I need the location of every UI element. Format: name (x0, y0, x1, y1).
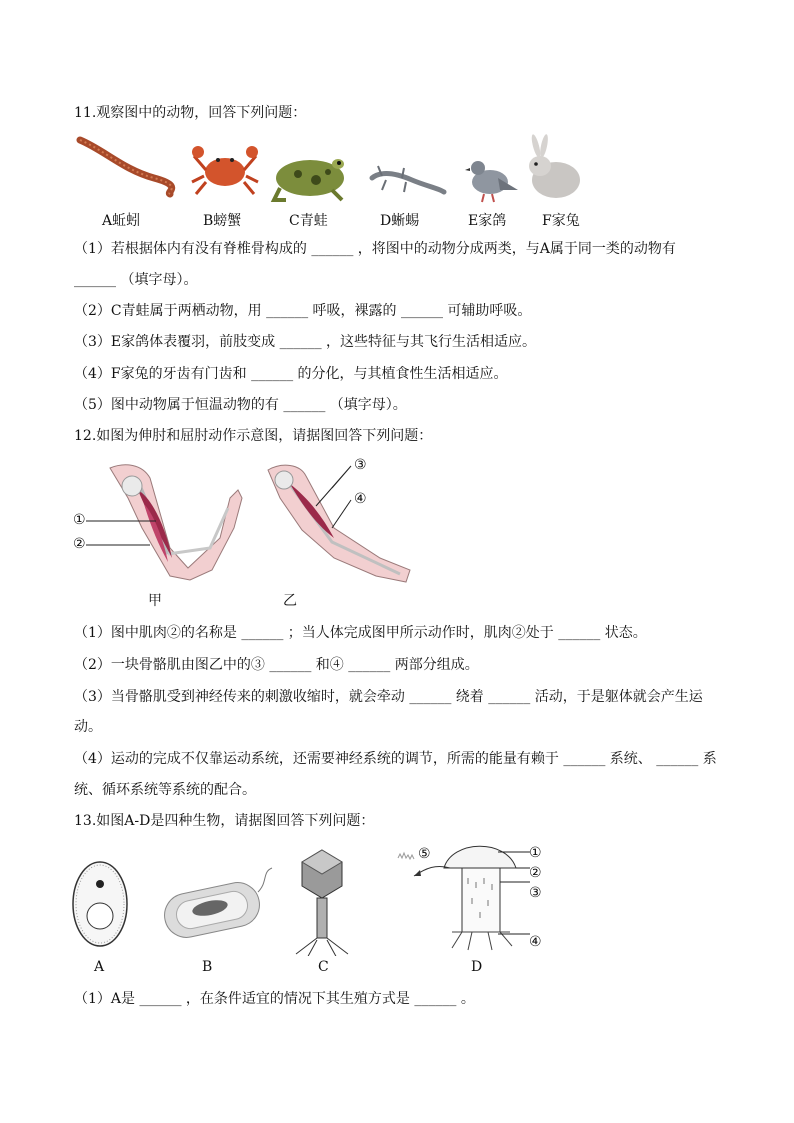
mushroom-label-3: ③ (529, 885, 542, 901)
virus-figure (296, 850, 348, 956)
mushroom-label-1: ① (529, 845, 542, 861)
mushroom-label-5: ⑤ (418, 846, 431, 862)
mushroom-label-2: ② (529, 865, 542, 881)
yeast-cell-figure (73, 862, 127, 946)
q13-item-1: （1）A是 ______ ，在条件适宜的情况下其生殖方式是 ______ 。 (74, 991, 475, 1007)
q11-item-4: （4）F家兔的牙齿有门齿和 ______ 的分化，与其植食性生活相适应。 (74, 366, 508, 382)
animal-caption-c: C青蛙 (289, 213, 328, 229)
extended-arm-figure (268, 465, 410, 582)
caption-yi: 乙 (283, 593, 297, 609)
caption-d: D (471, 959, 483, 975)
label-3: ③ (354, 457, 367, 473)
caption-c: C (318, 959, 329, 975)
animal-caption-d: D蜥蜴 (380, 213, 420, 229)
q13-stem: 13.如图A-D是四种生物，请据图回答下列问题： (74, 813, 375, 829)
q11-item-1-cont: ______ （填字母）。 (74, 272, 198, 288)
rabbit-image (529, 134, 580, 198)
spores-figure (398, 853, 414, 859)
q12-item-3: （3）当骨骼肌受到神经传来的刺激收缩时，就会牵动 ______ 绕着 ______ 活动，于是躯体就会产生运 (74, 689, 703, 705)
q11-item-2: （2）C青蛙属于两栖动物，用 ______ 呼吸，裸露的 ______ 可辅助呼吸。 (74, 303, 532, 319)
frog-image (274, 159, 344, 200)
q12-item-4-cont: 统、循环系统等系统的配合。 (74, 782, 256, 798)
label-4: ④ (354, 491, 367, 507)
pigeon-image (465, 161, 518, 202)
label-2: ② (73, 536, 86, 552)
earthworm-image (80, 140, 172, 194)
organisms-diagram (66, 838, 546, 956)
animal-caption-e: E家鸽 (468, 213, 507, 229)
q12-item-4: （4）运动的完成不仅靠运动系统，还需要神经系统的调节，所需的能量有赖于 ______ 系统、 ______ 系 (74, 751, 717, 767)
lizard-image (372, 166, 444, 192)
q11-item-3: （3）E家鸽体表覆羽，前肢变成 ______ ，这些特征与其飞行生活相适应。 (74, 334, 537, 350)
label-1: ① (73, 512, 86, 528)
q11-stem: 11.观察图中的动物，回答下列问题： (74, 105, 307, 121)
q12-item-3-cont: 动。 (74, 719, 102, 735)
q11-item-5: （5）图中动物属于恒温动物的有 ______ （填字母）。 (74, 397, 407, 413)
crab-image (192, 146, 258, 194)
caption-b: B (202, 959, 213, 975)
q11-animal-images (74, 130, 594, 208)
bacterium-figure (160, 868, 272, 941)
mushroom-label-4: ④ (529, 934, 542, 950)
animal-caption-b: B螃蟹 (203, 213, 242, 229)
caption-a: A (94, 959, 105, 975)
arm-diagram (70, 458, 420, 588)
q12-item-1: （1）图中肌肉②的名称是 ______ ；当人体完成图甲所示动作时，肌肉②处于 ______ 状态。 (74, 625, 647, 641)
animal-caption-a: A蚯蚓 (102, 213, 141, 229)
flexed-arm-figure (110, 465, 242, 580)
q12-item-2: （2）一块骨骼肌由图乙中的③ ______ 和④ ______ 两部分组成。 (74, 657, 479, 673)
caption-jia: 甲 (148, 593, 162, 609)
q11-item-1: （1）若根据体内有没有脊椎骨构成的 ______ ，将图中的动物分成两类，与A属于同一类的动物有 (74, 241, 676, 257)
q12-stem: 12.如图为伸肘和屈肘动作示意图，请据图回答下列问题： (74, 428, 433, 444)
animal-caption-f: F家兔 (542, 213, 580, 229)
